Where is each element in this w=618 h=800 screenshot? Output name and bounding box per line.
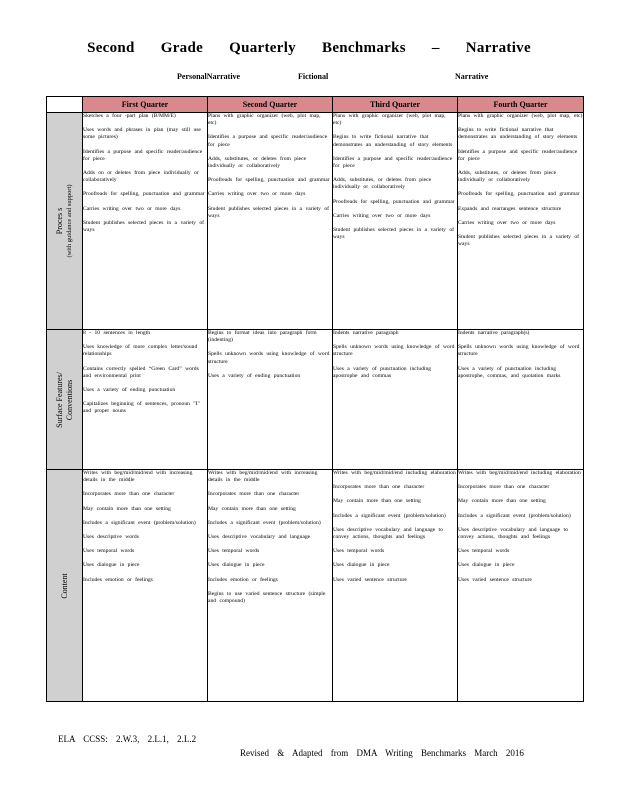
benchmark-item: Uses dialogue in piece [83,562,140,569]
benchmark-item: Uses dialogue in piece [458,562,515,569]
benchmark-item: Indents narrative paragraph(s) [458,330,530,336]
subtitle-narrative: Narrative [455,72,489,81]
benchmark-item: Uses temporal words [458,548,510,555]
benchmark-item: Plans with graphic organizer (web, plot map, etc) [333,113,446,127]
benchmark-cell [83,113,208,330]
corner-cell [47,97,83,113]
benchmark-item: Begins to format ideas into paragraph form (indenting) [208,330,317,344]
benchmark-item: Incorporates more than one character [83,491,175,498]
benchmark-cell [208,470,333,702]
benchmark-item: Writes with beg/mid/mid/end with increasing details in the middle [208,470,318,484]
benchmark-item: May contain more than one setting [83,505,171,512]
benchmark-item: Spells unknown words using knowledge of word structure [458,344,580,358]
row-process [47,113,584,330]
benchmark-item: Carries writing over two or more days [208,191,306,198]
benchmark-item: Uses words and phrases in plan (may still use some pictures) [83,127,201,141]
benchmark-item: Student publishes selected pieces in a variety of ways [458,234,580,248]
header-row [47,97,584,113]
row-label-content [47,470,83,702]
row-label-text [55,372,75,428]
benchmark-item: Student publishes selected pieces in a variety of ways [83,219,205,234]
column-header-third-quarter: Third Quarter [333,97,458,113]
benchmark-item: Uses dialogue in piece [208,562,265,569]
benchmark-item: Writes with beg/mid/mid/end including elaboration [333,470,456,476]
benchmark-item: Uses a variety of punctuation including apostrophe, commas, and quotation marks [458,365,561,379]
benchmark-item: Uses a variety of ending punctuation [208,372,301,379]
benchmark-item: Writes with beg/mid/mid/end with increasing details in the middle [83,470,193,484]
benchmark-item: Proofreads for spelling, punctuation and grammar [208,177,330,184]
benchmark-item: Student publishes selected pieces in a variety of ways [333,227,455,241]
benchmark-item: Incorporates more than one character [458,484,550,491]
benchmark-item: Uses descriptive vocabulary and language to convey actions, thoughts and feelings [333,526,443,541]
row-label-line: Content [59,572,69,599]
benchmark-item: Incorporates more than one character [333,484,425,491]
benchmark-item: Uses temporal words [83,548,135,555]
benchmark-item: Uses temporal words [333,548,385,555]
benchmark-item: Adds, substitutes, or deletes from piece individually or collaboratively [458,170,557,184]
row-label-conventions [47,330,83,470]
benchmark-table [46,96,584,702]
benchmark-item: Writes with beg/mid/mid/end including elaboration [458,470,581,476]
row-label-text [55,184,75,257]
benchmark-cell [208,113,333,330]
benchmark-item: Adds, substitutes, or deletes from piece individually or collaboratively [208,155,307,170]
benchmark-item: Includes emotion or feelings [83,576,153,583]
row-content [47,470,584,702]
benchmark-cell [458,330,584,470]
benchmark-item: Adds, substitutes, or deletes from piece individually or collaboratively [333,177,432,191]
benchmark-cell [333,113,458,330]
benchmark-item: Uses descriptive words [83,534,139,541]
benchmark-item: Includes emotion or feelings [208,576,278,583]
footer-standards: ELA CCSS: 2.W.3, 2.L.1, 2.L.2 [58,734,197,744]
benchmark-item: May contain more than one setting [458,498,546,505]
benchmark-item: Uses dialogue in piece [333,562,390,569]
benchmark-item: Plans with graphic organizer (web, plot map, etc) [208,113,321,127]
benchmark-item: Spells unknown words using knowledge of word structure [333,344,455,358]
benchmark-item: Begins to use varied sentence structure (simple and compound) [208,590,326,605]
benchmark-item: Identifies a purpose and specific reader/audience for piece [208,134,328,148]
benchmark-item: Capitalizes beginning of sentences, pronoun "I" and proper nouns [83,401,200,415]
benchmark-item: Includes a significant event (problem/solution) [83,519,196,526]
column-header-second-quarter: Second Quarter [208,97,333,113]
benchmark-item: Sketches a four -part plan (B/MM/E) [83,113,176,119]
benchmark-cell [83,330,208,470]
row-label-line: Proces s [54,207,64,235]
row-label-process [47,113,83,330]
row-label-line: Conventions [64,379,74,420]
benchmark-item: Begins to write fictional narrative that demonstrates an understanding of story elements [333,134,453,148]
row-label-line: (with guidance and support) [65,184,73,258]
subtitle-personal: PersonalNarrative [177,72,241,81]
benchmark-item: Indents narrative paragraph [333,330,399,336]
benchmark-item: Uses descriptive vocabulary and language to convey actions, thoughts and feelings [458,526,568,541]
benchmark-item: Identifies a purpose and specific reader/audience for piece [458,148,578,162]
benchmark-item: Uses a variety of ending punctuation [83,387,176,394]
benchmark-cell [333,470,458,702]
benchmark-item: 8 - 10 sentences in length [83,330,151,336]
column-header-first-quarter: First Quarter [83,97,208,113]
benchmark-item: Proofreads for spelling, punctuation and grammar [333,198,455,205]
benchmark-item: Proofreads for spelling, punctuation and grammar [458,191,580,198]
benchmark-cell [458,470,584,702]
benchmark-item: Uses varied sentence structure [333,576,407,583]
benchmark-item: Uses varied sentence structure [458,576,532,583]
benchmark-item: Uses descriptive vocabulary and language [208,534,311,541]
column-header-fourth-quarter: Fourth Quarter [458,97,584,113]
benchmark-item: Begins to write fictional narrative that demonstrates an understanding of story elements [458,127,578,141]
benchmark-item: Includes a significant event (problem/solution) [208,519,321,526]
subtitle-fictional: Fictional [298,72,329,81]
benchmark-item: Contains correctly spelled “Green Card” words and environmental print [83,365,199,379]
benchmark-cell [458,113,584,330]
benchmark-item: Plans with graphic organizer (web, plot map, etc) [458,113,583,119]
benchmark-item: May contain more than one setting [208,505,296,512]
footer-credit: Revised & Adapted from DMA Writing Benchmarks March 2016 [240,748,524,758]
benchmark-item: Proofreads for spelling, punctuation and grammar [83,191,205,198]
benchmark-item: Carries writing over two or more days [458,219,556,226]
benchmark-cell [333,330,458,470]
benchmark-item: Carries writing over two or more days [333,212,431,219]
benchmark-item: Identifies a purpose and specific reader/audience for piece [333,155,453,170]
benchmark-item: Uses knowledge of more complex letter/sound relationships [83,344,198,358]
benchmark-item: Incorporates more than one character [208,491,300,498]
benchmark-item: Carries writing over two or more days [83,205,181,212]
benchmark-cell [208,330,333,470]
benchmark-item: Includes a significant event (problem/solution) [458,512,571,519]
page-title: Second Grade Quarterly Benchmarks – Narrative [87,40,531,56]
benchmark-item: Expands and rearranges sentence structure [458,205,562,212]
benchmark-item: Adds on or deletes from piece individually or collaboratively [83,170,199,184]
benchmark-item: Student publishes selected pieces in a variety of ways [208,205,330,219]
benchmark-cell [83,470,208,702]
benchmark-item: Uses temporal words [208,548,260,555]
benchmark-item: Identifies a purpose and specific reader/audience for piece [83,148,203,162]
benchmark-item: May contain more than one setting [333,498,421,505]
benchmark-item: Uses a variety of punctuation including apostrophe and commas [333,365,432,379]
benchmark-item: Includes a significant event (problem/solution) [333,512,446,519]
benchmark-item: Spells unknown words using knowledge of word structure [208,351,330,365]
row-label-line: Surface Features/ [54,371,64,428]
row-conventions [47,330,584,470]
row-label-text [60,573,70,598]
